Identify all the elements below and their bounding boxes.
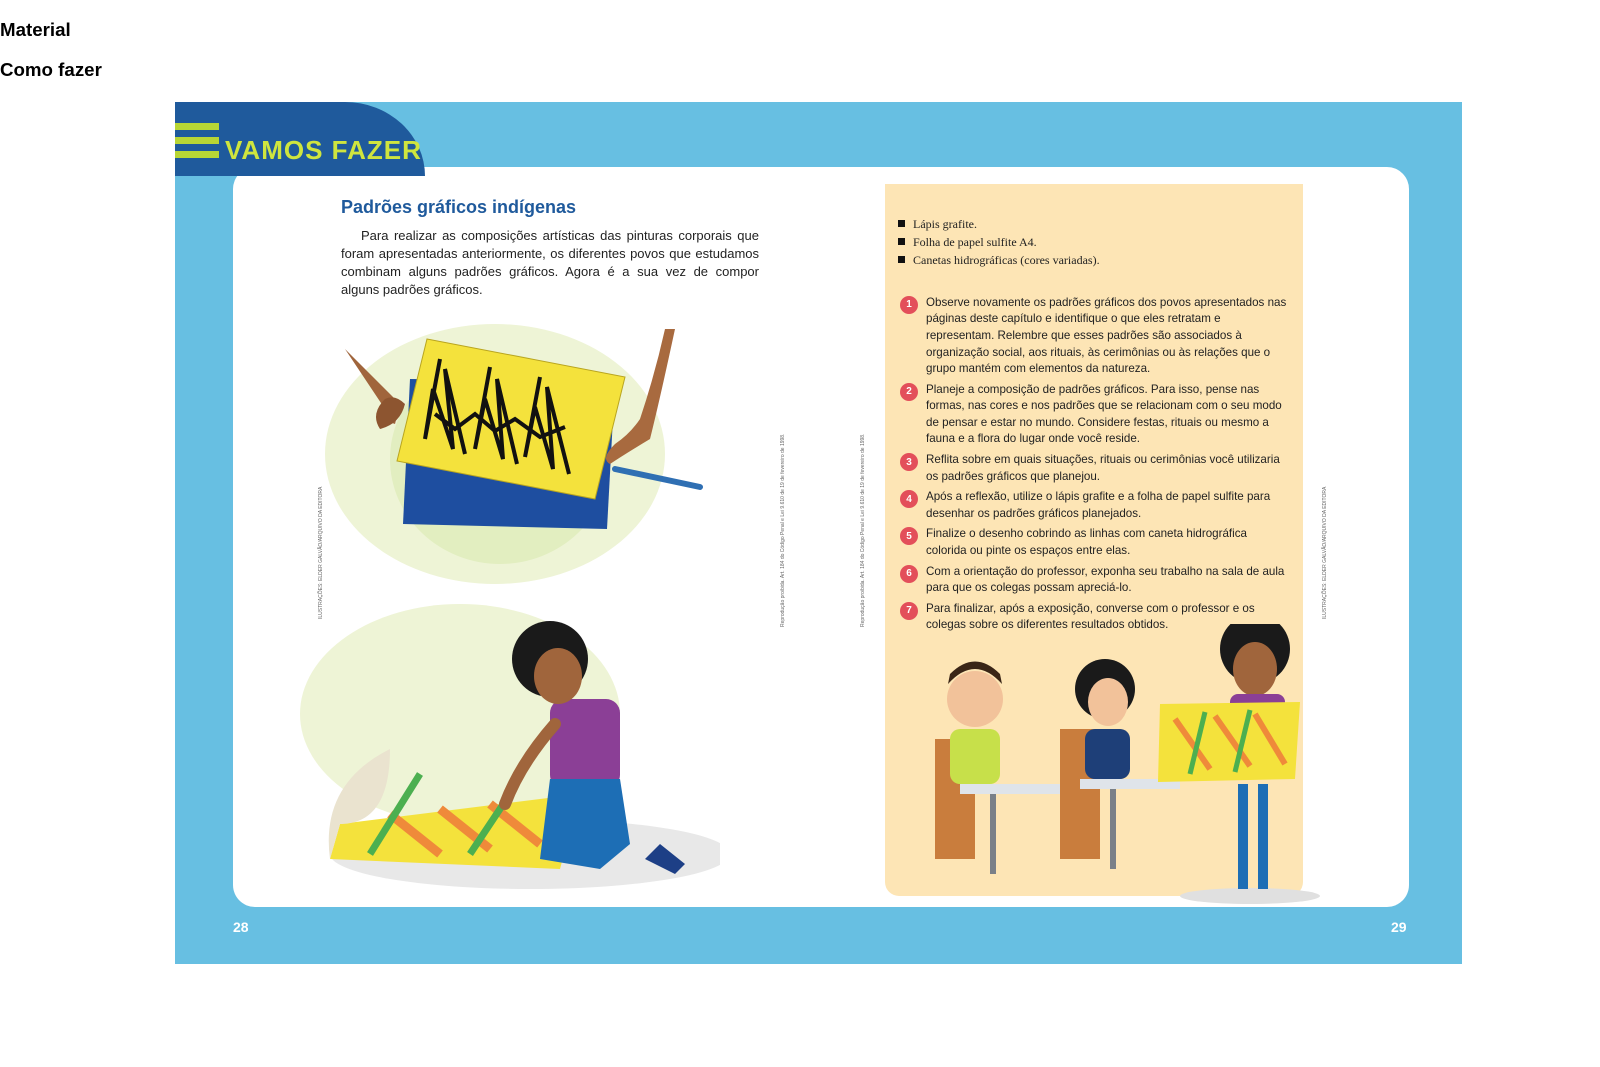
step-number-badge: 7 [900, 602, 918, 620]
illustration-boy-kneeling [300, 604, 720, 904]
bullet-square-icon [898, 220, 905, 227]
desk-leg [990, 794, 996, 874]
desk-top [960, 784, 1060, 794]
step-item: 4 Após a reflexão, utilize o lápis grafite e a folha de papel sulfite para desenhar os padrões gráficos planejados. [900, 489, 1290, 522]
page-title: Padrões gráficos indígenas [341, 196, 577, 217]
intro-paragraph: Para realizar as composições artísticas das pinturas corporais que foram apresentadas anteriormente, os diferentes povos que estudamos combinam alguns padrões gráficos. Agora é a sua vez de compor alguns padrões gráficos. [341, 227, 759, 297]
section-title: VAMOS FAZER [225, 134, 422, 165]
step-number-badge: 3 [900, 453, 918, 471]
yellow-poster [1158, 702, 1300, 782]
step-item: 7 Para finalizar, após a exposição, converse com o professor e os colegas sobre os diferentes resultados obtidos. [900, 601, 1290, 634]
green-shirt [950, 729, 1000, 784]
list-item: Lápis grafite. [898, 215, 1100, 233]
legal-notice: Reprodução proibida. Art. 184 do Código Penal e Lei 9.610 de 19 de fevereiro de 1998. [780, 433, 786, 627]
tab-stripe [175, 123, 219, 130]
boy-face [534, 648, 582, 704]
legal-notice: Reprodução proibida. Art. 184 do Código Penal e Lei 9.610 de 19 de fevereiro de 1998. [860, 433, 866, 627]
steps-heading: Como fazer [0, 59, 102, 81]
illustration-classroom [920, 624, 1340, 909]
illustration-credit: ILUSTRAÇÕES: ELDER GALVÃO/ARQUIVO DA EDITORA [1322, 486, 1328, 619]
student-face [1088, 678, 1128, 726]
purple-shirt [550, 699, 620, 789]
illustration-credit: ILUSTRAÇÕES: ELDER GALVÃO/ARQUIVO DA EDITORA [318, 486, 324, 619]
step-item: 6 Com a orientação do professor, exponha seu trabalho na sala de aula para que os colegas possam apreciá-lo. [900, 564, 1290, 597]
page-number-left: 28 [233, 918, 249, 935]
material-list [898, 215, 1100, 269]
illustration-hands-drawing [325, 319, 725, 609]
step-number-badge: 5 [900, 527, 918, 545]
leg [1258, 784, 1268, 889]
student-face [1233, 642, 1277, 696]
step-number-badge: 6 [900, 565, 918, 583]
step-item: 2 Planeje a composição de padrões gráficos. Para isso, pense nas formas, nas cores e nos padrões que se relacionam com o seu modo de pensar e estar no mundo. Considere festas, rituais ou mesmo a fauna e a flora do lugar onde você reside. [900, 382, 1290, 448]
bullet-square-icon [898, 256, 905, 263]
blue-shirt [1085, 729, 1130, 779]
steps-list [900, 295, 1290, 638]
material-heading: Material [0, 18, 71, 40]
step-item: 3 Reflita sobre em quais situações, rituais ou cerimônias você utilizaria os padrões gráficos que planejou. [900, 452, 1290, 485]
step-number-badge: 2 [900, 383, 918, 401]
list-item: Canetas hidrográficas (cores variadas). [898, 251, 1100, 269]
leg [1238, 784, 1248, 889]
desk-leg [1110, 789, 1116, 869]
step-item: 5 Finalize o desenho cobrindo as linhas com caneta hidrográfica colorida ou pinte os espaços entre elas. [900, 526, 1290, 559]
step-number-badge: 1 [900, 296, 918, 314]
bullet-square-icon [898, 238, 905, 245]
page-number-right: 29 [1391, 918, 1407, 935]
tab-stripe [175, 151, 219, 158]
list-item: Folha de papel sulfite A4. [898, 233, 1100, 251]
student-face [947, 671, 1003, 727]
step-item: 1 Observe novamente os padrões gráficos dos povos apresentados nas páginas deste capítulo e identifique o que eles retratam e representam. Relembre que esses padrões são associados à organização social, aos rituais, às cerimônias ou às relações que o grupo mantém com elementos da natureza. [900, 295, 1290, 378]
step-number-badge: 4 [900, 490, 918, 508]
tab-stripe [175, 137, 219, 144]
floor-shadow [1180, 888, 1320, 904]
